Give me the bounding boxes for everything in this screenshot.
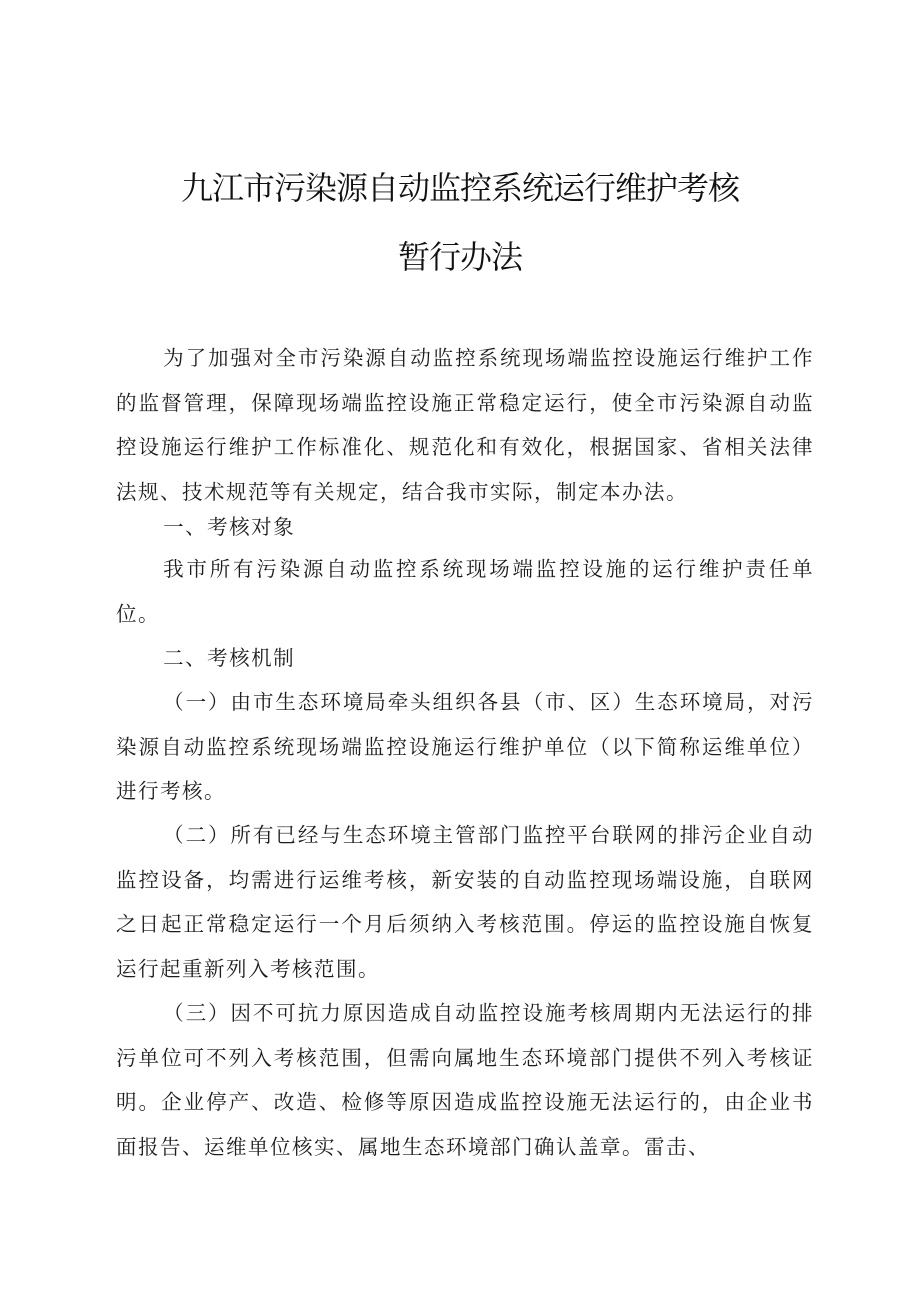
paragraph-mechanism-item-2: （二）所有已经与生态环境主管部门监控平台联网的排污企业自动监控设备，均需进行运维考核，新安装的自动监控现场端设施，自联网之日起正常稳定运行一个月后须纳入考核范围。停运的监控设施自恢复运行起重新列入考核范围。 bbox=[116, 823, 814, 981]
paragraph-mechanism-item-1: （一）由市生态环境局牵头组织各县（市、区）生态环境局，对污染源自动监控系统现场端监控设施运行维护单位（以下简称运维单位）进行考核。 bbox=[116, 690, 814, 803]
paragraph-preamble: 为了加强对全市污染源自动监控系统现场端监控设施运行维护工作的监督管理，保障现场端监控设施正常稳定运行，使全市污染源自动监控设施运行维护工作标准化、规范化和有效化，根据国家、省相关法律法规、技术规范等有关规定，结合我市实际，制定本办法。 bbox=[116, 346, 814, 504]
section-heading-assessment-mechanism: 二、考核机制 bbox=[163, 646, 296, 670]
document-title-line-2: 暂行办法 bbox=[397, 238, 522, 276]
paragraph-mechanism-item-3: （三）因不可抗力原因造成自动监控设施考核周期内无法运行的排污单位可不列入考核范围，但需向属地生态环境部门提供不列入考核证明。企业停产、改造、检修等原因造成监控设施无法运行的，由企业书面报告、运维单位核实、属地生态环境部门确认盖章。雷击、 bbox=[116, 1001, 814, 1159]
paragraph-assessment-target: 我市所有污染源自动监控系统现场端监控设施的运行维护责任单位。 bbox=[116, 557, 814, 626]
document-title-line-1: 九江市污染源自动监控系统运行维护考核 bbox=[180, 169, 739, 207]
section-heading-assessment-target: 一、考核对象 bbox=[163, 515, 296, 539]
